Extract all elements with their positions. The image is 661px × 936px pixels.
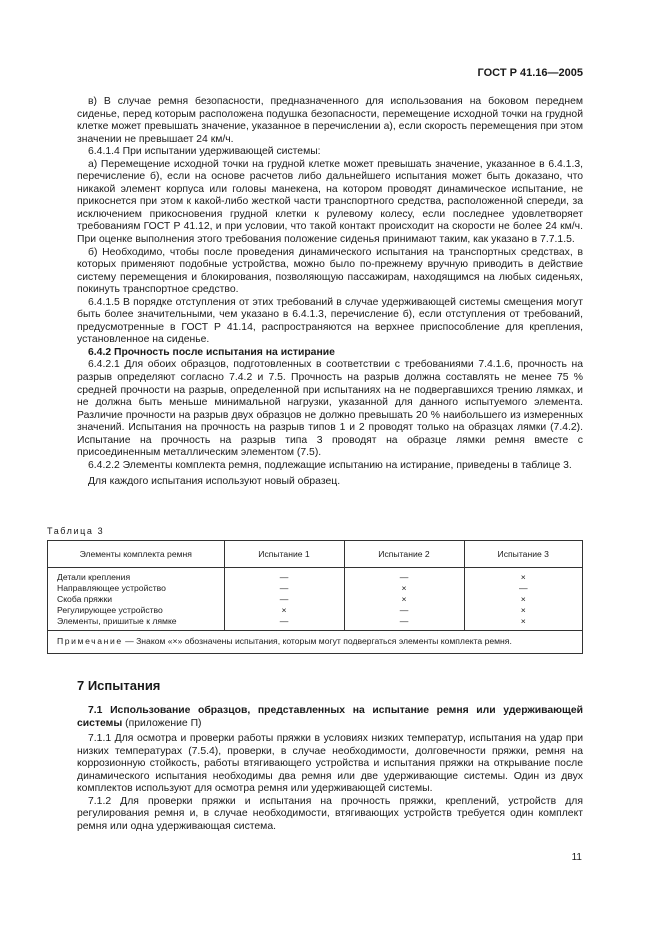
document-header: ГОСТ Р 41.16—2005 (477, 67, 583, 79)
table-cell: — (224, 616, 344, 631)
paragraph: 6.4.1.5 В порядке отступления от этих требований в случае удерживающей системы смещения могут быть более значительными, чем указано в 6.4.1.3, перечисление б), если отступления от требований, предусмотренные в ГОСТ Р 41.14, распространяются на верхнее приспособление для крепления, установленное на сиденье. (77, 296, 583, 346)
table-cell: × (520, 605, 526, 615)
table-cell: × (224, 605, 344, 616)
subsection-heading-rest: (приложение П) (122, 717, 202, 729)
table-cell: × (520, 572, 526, 582)
main-text (77, 96, 583, 489)
table-cell: — (344, 605, 464, 616)
table-cell: — (518, 583, 528, 593)
paragraph: 6.4.1.4 При испытании удерживающей системы: (88, 146, 321, 158)
paragraph: Для каждого испытания используют новый образец. (88, 476, 341, 488)
table-row (48, 594, 582, 605)
column-header: Элементы комплекта ремня (48, 541, 224, 568)
table-cell: Скоба пряжки (48, 594, 224, 605)
column-header: Испытание 1 (224, 541, 344, 568)
note-label: Примечание (57, 636, 123, 646)
table-cell: — (224, 583, 344, 594)
column-header: Испытание 2 (344, 541, 464, 568)
paragraph: 7.1.1 Для осмотра и проверки работы пряжки в условиях низких температур, испытания на удар при низких температурах (7.5.4), проверки, в случае необходимости, долговечности пряжки, ремня на коррозионную стойкость, работы втягивающего устройства и испытания пряжки на открывание после динамического испытания необходимы два ремня или две удерживающие системы. Один из двух комплектов используют для осмотра ремня или удерживающей системы. (77, 733, 583, 795)
section-title: 7 Испытания (77, 678, 161, 693)
table-cell: × (344, 594, 464, 605)
data-table (48, 541, 582, 631)
section-7-text (77, 705, 583, 833)
table-cell: × (520, 594, 526, 604)
table-cell: × (464, 616, 582, 631)
paragraph: 6.4.2.2 Элементы комплекта ремня, подлежащие испытанию на истирание, приведены в таблице 3. (88, 459, 572, 471)
table-row (48, 605, 582, 616)
table-cell: Регулирующее устройство (48, 605, 224, 616)
paragraph: 7.1.2 Для проверки пряжки и испытания на прочность пряжки, креплений, устройств для регулирования ремня и, в случае необходимости, втягивающих устройств требуется один комплект ремня или одна удерживающая система. (77, 795, 583, 832)
table-note (48, 631, 582, 653)
note-text: — Знаком «×» обозначены испытания, которым могут подвергаться элементы комплекта ремня. (122, 636, 512, 646)
subsection-heading: 6.4.2 Прочность после испытания на истирание (88, 346, 335, 358)
paragraph: 6.4.2.1 Для обоих образцов, подготовленных в соответствии с требованиями 7.4.1.6, прочность на разрыв определяют согласно 7.4.2 и 7.5. Прочность на разрыв должна составлять не менее 75 % средней прочности на разрыв, определенной при испытаниях на не подвергавшихся трению лямках, и не должна быть меньше минимальной нагрузки, указанной для данного испытуемого элемента. Различие прочности на разрыв двух образцов не должно превышать 20 % наибольшего из измеренных значений. Испытания на прочность на разрыв типов 1 и 2 проводят только на образцах лямки (7.4.2). Испытание на прочность на разрыв типа 3 проводят на образце лямки ремня вместе с присоединенным металлическим элементом (7.5). (77, 359, 583, 459)
table-cell: × (344, 583, 464, 594)
paragraph: а) Перемещение исходной точки на грудной клетке может превышать значение, указанное в 6.4.1.3, перечисление б), если на основе расчетов либо дальнейшего испытания может быть доказано, что никакой элемент корпуса или головы манекена, на котором проводят динамическое испытание, не прикоснется при этом к какой-либо жесткой части транспортного средства, расположенной спереди, за исключением прикосновения грудной клетки к рулевому колесу, если последнее удовлетворяет требованиям ГОСТ Р 41.12, и при условии, что такой контакт происходит на скорости не более 24 км/ч. При оценке выполнения этого требования положение сиденья принимают таким, как указано в 7.7.1.5. (77, 158, 583, 246)
table-cell: Элементы, пришитые к лямке (48, 616, 224, 631)
subsection-heading-bold: 7.1 Использование образцов, представленных на испытание ремня или удерживающей системы (77, 705, 583, 729)
paragraph: в) В случае ремня безопасности, предназначенного для использования на боковом переднем сиденье, перед которым расположена подушка безопасности, перемещение исходной точки на грудной клетке может превышать значение, указанное в перечислении а), если скорость перемещения при этом значении не превышает 24 км/ч. (77, 96, 583, 145)
table-cell: — (344, 616, 464, 631)
paragraph: б) Необходимо, чтобы после проведения динамического испытания на транспортных средствах, в которых применяют подобные устройства, можно было по-прежнему вручную приводить в действие систему перемещения и блокирования, позволяющую пассажирам, находящимся на любых сиденьях, покинуть транспортное средство. (77, 246, 583, 296)
table-header-row (48, 541, 582, 568)
table-row (48, 568, 582, 584)
table-row (48, 616, 582, 631)
table-3 (47, 540, 583, 654)
subsection-heading (77, 705, 583, 730)
table-cell: — (344, 568, 464, 584)
table-caption: Таблица 3 (47, 526, 105, 536)
column-header: Испытание 3 (464, 541, 582, 568)
table-cell: — (224, 594, 344, 605)
page-number: 11 (571, 852, 582, 863)
table-cell: Детали крепления (48, 568, 224, 584)
table-cell: — (224, 568, 344, 584)
table-cell: Направляющее устройство (48, 583, 224, 594)
table-row (48, 583, 582, 594)
